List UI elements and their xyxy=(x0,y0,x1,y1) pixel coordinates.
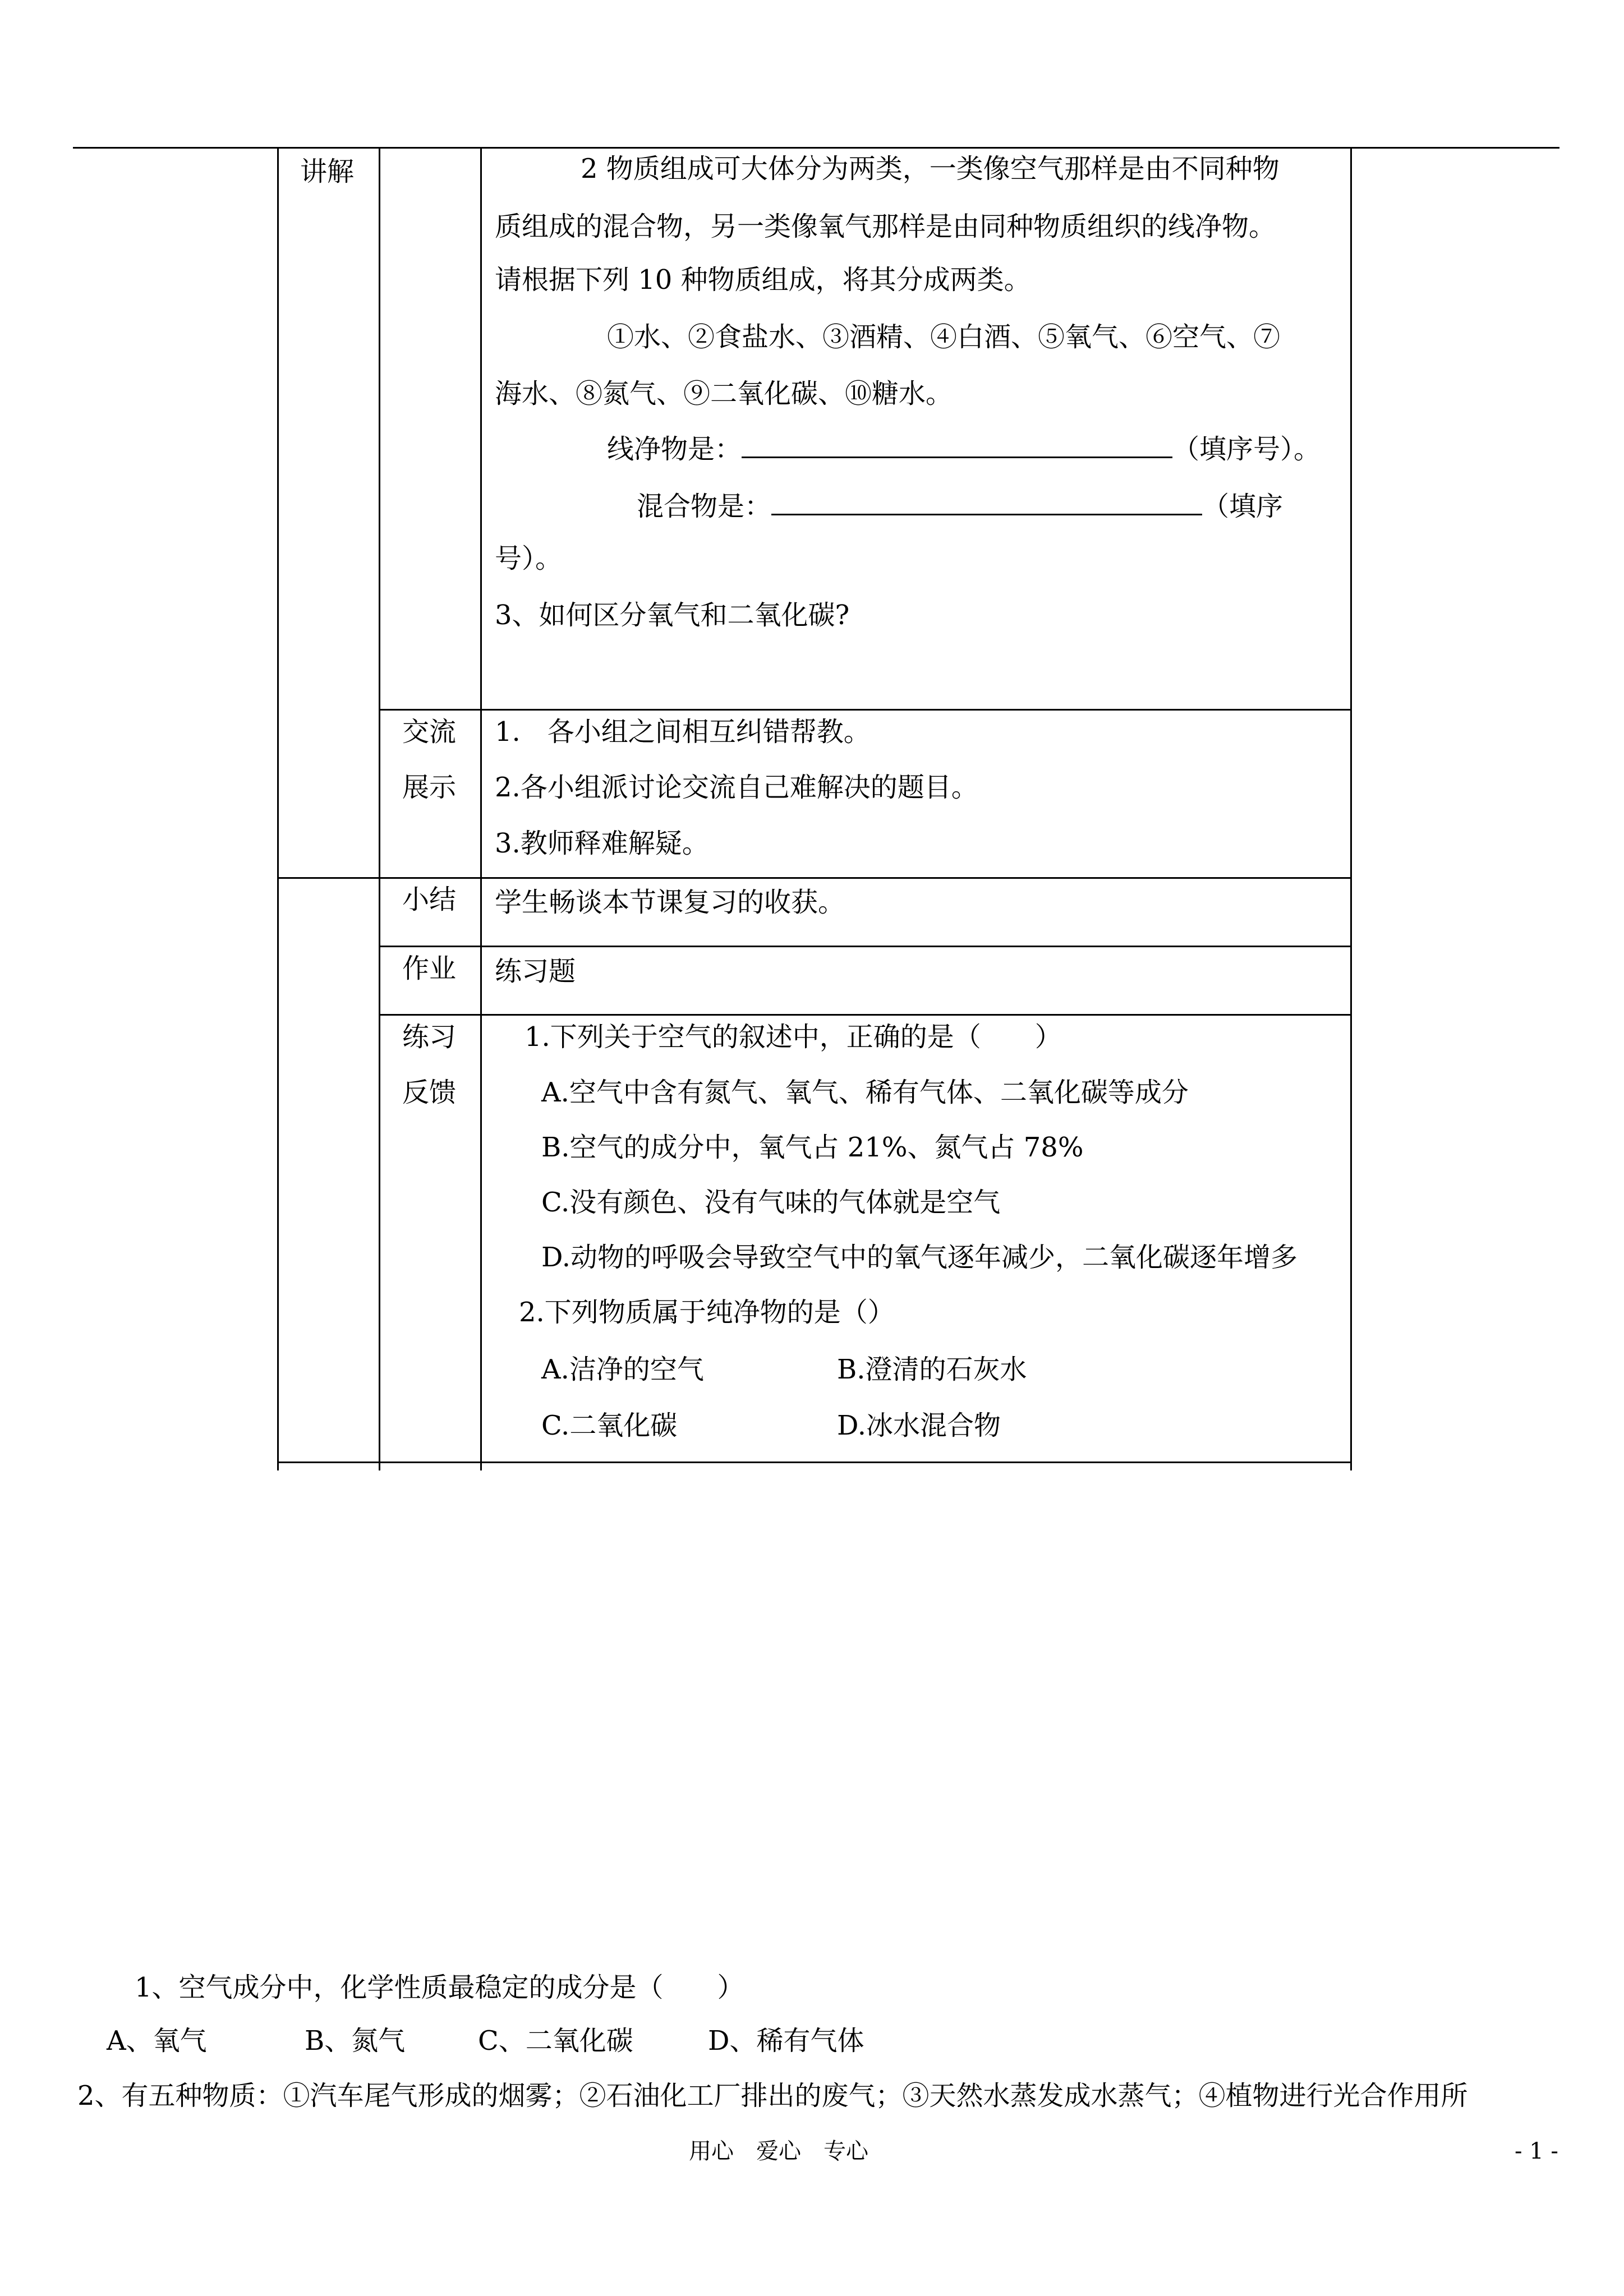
bottom-q1-option-b: B、氮气 xyxy=(305,2025,406,2057)
table-border-right xyxy=(1350,147,1352,1470)
lecture-line-2: 质组成的混合物，另一类像氧气那样是由同种物质组织的线净物。 xyxy=(495,211,1276,242)
mixture-hint: （填序 xyxy=(1202,491,1283,522)
bottom-q1-option-a: A、氧气 xyxy=(107,2025,207,2057)
row-line-exchange xyxy=(379,709,1352,711)
feedback-q2-option-b: B.澄清的石灰水 xyxy=(837,1354,1027,1385)
bottom-q1-option-c: C、二氧化碳 xyxy=(478,2025,633,2057)
table-border-left xyxy=(277,147,279,1470)
feedback-question-1: 1.下列关于空气的叙述中，正确的是（ ） xyxy=(525,1021,1062,1053)
section-label-exchange-1: 交流 xyxy=(402,716,457,748)
exchange-item-1: 1. 各小组之间相互纠错帮教。 xyxy=(495,716,871,748)
lecture-question-3: 3、如何区分氧气和二氧化碳? xyxy=(495,600,850,631)
pure-substance-prompt xyxy=(607,434,1321,463)
page-number: - 1 - xyxy=(1515,2138,1558,2164)
feedback-q2-option-a: A.洁净的空气 xyxy=(541,1354,704,1385)
homework-text: 练习题 xyxy=(495,956,576,987)
feedback-q1-option-d: D.动物的呼吸会导致空气中的氧气逐年减少，二氧化碳逐年增多 xyxy=(541,1242,1298,1273)
table-divider-col1 xyxy=(379,147,380,1470)
substance-list-line-2: 海水、⑧氮气、⑨二氧化碳、⑩糖水。 xyxy=(495,378,953,409)
feedback-q1-option-a: A.空气中含有氮气、氧气、稀有气体、二氧化碳等成分 xyxy=(541,1077,1189,1108)
section-label-feedback-1: 练习 xyxy=(402,1021,457,1053)
pure-substance-blank[interactable] xyxy=(742,434,1172,458)
feedback-q2-option-d: D.冰水混合物 xyxy=(837,1410,1001,1441)
header-rule xyxy=(73,147,1559,149)
table-divider-col2 xyxy=(480,147,482,1470)
section-label-lecture: 讲解 xyxy=(300,156,355,187)
section-label-exchange-2: 展示 xyxy=(402,772,457,803)
section-label-feedback-2: 反馈 xyxy=(402,1077,457,1108)
mixture-prompt xyxy=(637,491,1283,520)
row-line-summary xyxy=(277,877,1352,879)
feedback-q2-option-c: C.二氧化碳 xyxy=(541,1410,678,1441)
pure-substance-hint: （填序号）。 xyxy=(1172,434,1321,465)
mixture-blank[interactable] xyxy=(771,491,1202,515)
summary-text: 学生畅谈本节课复习的收获。 xyxy=(495,887,845,918)
substance-list-line-1: ①水、②食盐水、③酒精、④白酒、⑤氧气、⑥空气、⑦ xyxy=(607,321,1281,353)
feedback-question-2: 2.下列物质属于纯净物的是（） xyxy=(519,1297,895,1328)
feedback-q1-option-b: B.空气的成分中，氧气占 21%、氮气占 78% xyxy=(541,1132,1084,1163)
bottom-q1-option-d: D、稀有气体 xyxy=(708,2025,864,2057)
row-line-homework xyxy=(379,946,1352,947)
bottom-question-2: 2、有五种物质：①汽车尾气形成的烟雾；②石油化工厂排出的废气；③天然水蒸发成水蒸气；④植物进行光合作用所 xyxy=(77,2080,1468,2111)
pure-substance-label: 线净物是： xyxy=(607,434,742,465)
footer-slogan: 用心 爱心 专心 xyxy=(689,2138,868,2164)
lecture-line-3: 请根据下列 10 种物质组成，将其分成两类。 xyxy=(495,264,1031,296)
feedback-q1-option-c: C.没有颜色、没有气味的气体就是空气 xyxy=(541,1187,1001,1218)
exchange-item-3: 3.教师释难解疑。 xyxy=(495,828,709,859)
table-border-bottom xyxy=(277,1461,1352,1463)
section-label-summary: 小结 xyxy=(402,884,457,915)
exchange-item-2: 2.各小组派讨论交流自己难解决的题目。 xyxy=(495,772,978,803)
section-label-homework: 作业 xyxy=(402,953,457,984)
mixture-label: 混合物是： xyxy=(637,491,772,522)
row-line-feedback xyxy=(379,1014,1352,1016)
lecture-line-1: 2 物质组成可大体分为两类，一类像空气那样是由不同种物 xyxy=(581,153,1280,185)
mixture-hint-cont: 号）。 xyxy=(495,543,563,574)
bottom-question-1: 1、空气成分中，化学性质最稳定的成分是（ ） xyxy=(135,1972,744,2003)
